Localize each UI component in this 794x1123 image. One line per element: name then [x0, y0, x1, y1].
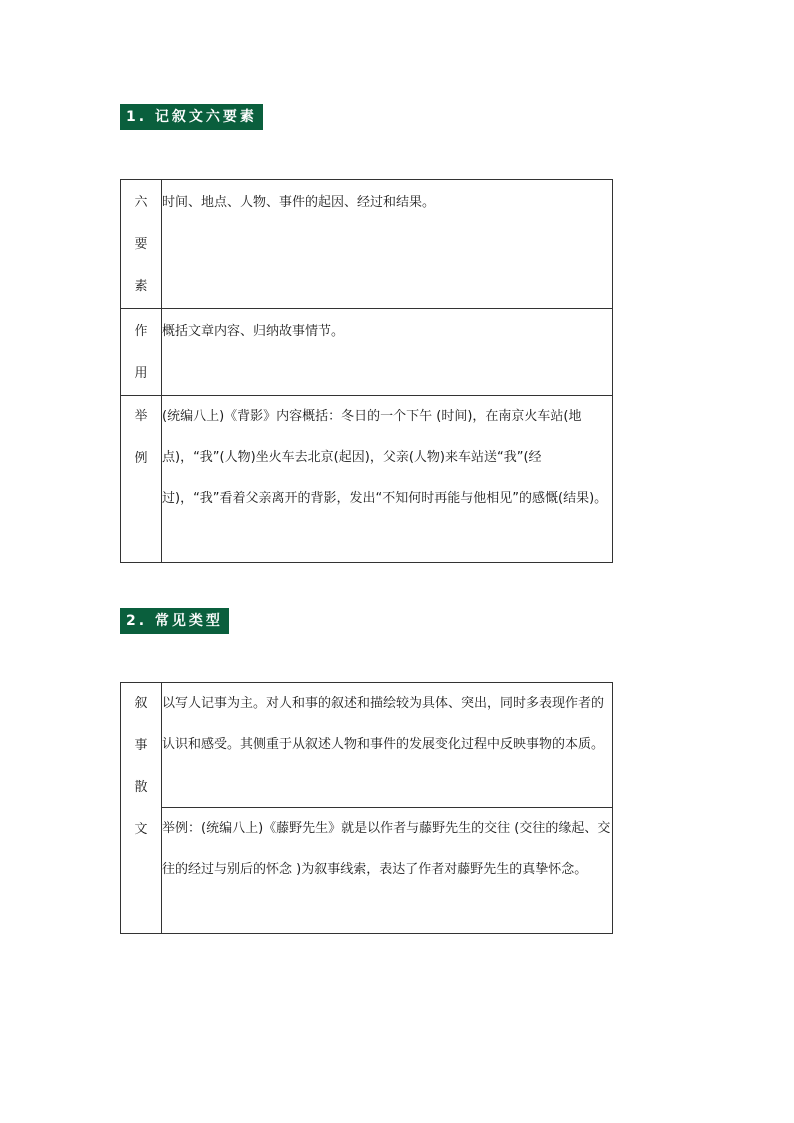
row-content-example: (统编八上)《背影》内容概括：冬日的一个下午 (时间)，在南京火车站(地点)，“我”(人物)坐火车去北京(起因)，父亲(人物)来车站送“我”(经过)，“我”看着父亲离开的背影，发出“不知何时再能与他相见”的感慨(结果)。 [162, 396, 613, 563]
row-content-example: 举例：(统编八上)《藤野先生》就是以作者与藤野先生的交往 (交往的缘起、交往的经过与别后的怀念 )为叙事线索，表达了作者对藤野先生的真挚怀念。 [162, 808, 613, 934]
table-row [121, 309, 613, 396]
common-types-table [120, 682, 613, 934]
label-char: 叙 [134, 696, 148, 711]
label-char: 要 [134, 237, 148, 252]
row-label-function [121, 309, 162, 396]
six-elements-table [120, 179, 613, 563]
label-char: 用 [134, 366, 148, 381]
row-label-narrative-prose [121, 683, 162, 934]
row-label-example [121, 396, 162, 563]
row-content-function: 概括文章内容、归纳故事情节。 [162, 309, 613, 396]
table-row [121, 180, 613, 309]
label-char: 文 [134, 822, 148, 837]
table-row [121, 396, 613, 563]
section-heading-common-types: 2. 常见类型 [120, 608, 229, 634]
table-row [121, 808, 613, 934]
row-content-six-elements: 时间、地点、人物、事件的起因、经过和结果。 [162, 180, 613, 309]
section-heading-six-elements: 1. 记叙文六要素 [120, 104, 263, 130]
label-char: 事 [134, 738, 148, 753]
label-char: 六 [134, 195, 148, 210]
label-char: 散 [134, 780, 148, 795]
label-char: 素 [134, 279, 148, 294]
label-char: 举 [134, 409, 148, 424]
label-char: 作 [134, 324, 148, 339]
table-row [121, 683, 613, 808]
row-content-definition: 以写人记事为主。对人和事的叙述和描绘较为具体、突出，同时多表现作者的认识和感受。其侧重于从叙述人物和事件的发展变化过程中反映事物的本质。 [162, 683, 613, 808]
row-label-six-elements [121, 180, 162, 309]
label-char: 例 [134, 451, 148, 466]
